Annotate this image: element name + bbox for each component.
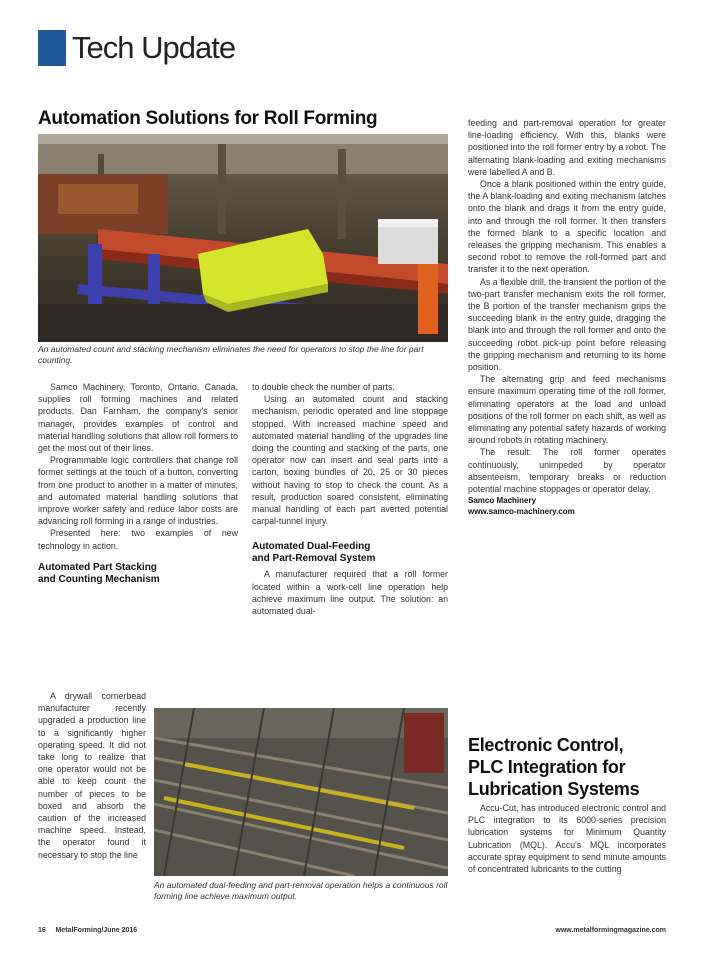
subheading-line: and Part-Removal System <box>252 553 376 565</box>
subheading-line: and Counting Mechanism <box>38 573 160 585</box>
body-paragraph: As a flexible drill, the transient the portion of the two-part transfer mechanism exits the roll former, the B portion of the transfer mechanism grips the succeeding blank in the entry guide, dragging the blank into and through the roll former and onto the succeeding robot pick-up point before releasing the gripping mechanism and returning to its home position. <box>468 276 666 373</box>
body-paragraph: Once a blank positioned within the entry guide, the A blank-loading and exiting mechanism latches onto the blank and drags it from the entry guide, into and through the roll former. It then transfers the formed blank to a specific location and releases the gripping mechanism. This enables a second robot to remove the roll-formed part and transfer it to the next operation. <box>468 179 666 275</box>
body-paragraph: Using an automated count and stacking mechanism, periodic operated and line stoppage stopped. With increased machine speed and automated material handling of the upgrades line doing the counting and stacking of the parts, one operator now can insert and seal parts into a carton, boxing bundles of 20, 25 or 30 pieces without having to stop to check the count. As a result, production soared consistent, eliminating manual handling of each part averted potential carpal-tunnel injury. <box>252 394 448 527</box>
body-paragraph: Accu-Cut, has introduced electronic control and PLC integration to its 6000-series precision lubrication systems for Minimum Quantity Lubrication (MQL). Accu's MQL incorporates accurate spray equipment to send minute amounts of concentrated lubricants to the cutting <box>468 803 666 875</box>
credit-name: Samco Machinery <box>468 496 537 506</box>
body-paragraph: feeding and part-removal operation for greater line-loading efficiency. With this, blanks were positioned into the roll former entry by a robot. The alternating blank-loading and exiting mechanisms were labelled A and B. <box>468 118 666 177</box>
column-2 <box>252 381 448 617</box>
body-paragraph: The alternating grip and feed mechanisms ensure maximum operating time of the roll former, eliminating operators at the load and unload positions of the roll former on each shift, as well as eliminating any potential safety hazards of working around robots in rotating machinery. <box>468 374 666 446</box>
credit-url[interactable]: www.samco-machinery.com <box>468 507 575 517</box>
dual-feeding-photo <box>154 708 448 876</box>
headline-line: Electronic Control, <box>468 735 624 755</box>
subheading-line: Automated Part Stacking <box>38 561 157 573</box>
footer-page-info: 16 MetalForming/June 2016 <box>38 927 138 934</box>
body-paragraph: A manufacturer required that a roll former located within a work-cell line operation help achieve maximum line output. The solution: an automated dual- <box>252 569 448 617</box>
roll-forming-photo <box>38 134 448 342</box>
body-paragraph: The result: The roll former operates continuously, unimpeded by operator absenteeism, temporary breaks or reduction potential machine stoppages or operator delay. <box>468 447 666 495</box>
photo-caption-2: An automated dual-feeding and part-removal operation helps a continuous roll forming line achieve maximum output. <box>154 880 448 901</box>
body-paragraph: Programmable logic controllers that change roll former settings at the touch of a button, converting from one product to another in a matter of minutes, and automated material handling solutions that improve worker safety and reduce labor costs are advancing roll forming in a range of industries. <box>38 455 238 527</box>
column-3 <box>468 117 666 517</box>
section-color-block <box>38 30 66 66</box>
subheading-line: Automated Dual-Feeding <box>252 541 371 553</box>
narrow-column-text <box>38 690 146 861</box>
footer-website[interactable]: www.metalformingmagazine.com <box>555 927 666 934</box>
section-header <box>38 30 235 66</box>
section-title: Tech Update <box>72 30 236 65</box>
article2-body <box>468 802 666 875</box>
body-paragraph: to double check the number of parts. <box>252 382 395 392</box>
body-paragraph: Presented here: two examples of new technology in action. <box>38 528 238 551</box>
photo-caption-1: An automated count and stacking mechanism eliminates the need for operators to stop the line for part counting. <box>38 344 424 365</box>
article2-headline <box>468 734 668 800</box>
article-headline: Automation Solutions for Roll Forming <box>38 108 378 129</box>
body-paragraph: A drywall cornerbead manufacturer recently upgraded a production line to a significantly higher operating speed. It did not take long to realize that one operator would not be able to keep count the number of pieces to be boxed and absorb the caution of the increased machine speed. Instead, the operator found it necessary to stop the line <box>38 691 146 860</box>
headline-line: PLC Integration for <box>468 757 626 777</box>
subheading-part-stacking <box>38 562 238 586</box>
column-1 <box>38 381 238 589</box>
body-paragraph: Samco Machinery, Toronto, Ontario, Canada, supplies roll forming machines and related products. Dan Farnham, the company's senior manager, provides examples of control and material handling solutions that allow roll formers to get the most out of their lines. <box>38 382 238 454</box>
headline-line: Lubrication Systems <box>468 779 640 799</box>
subheading-dual-feeding <box>252 541 448 565</box>
